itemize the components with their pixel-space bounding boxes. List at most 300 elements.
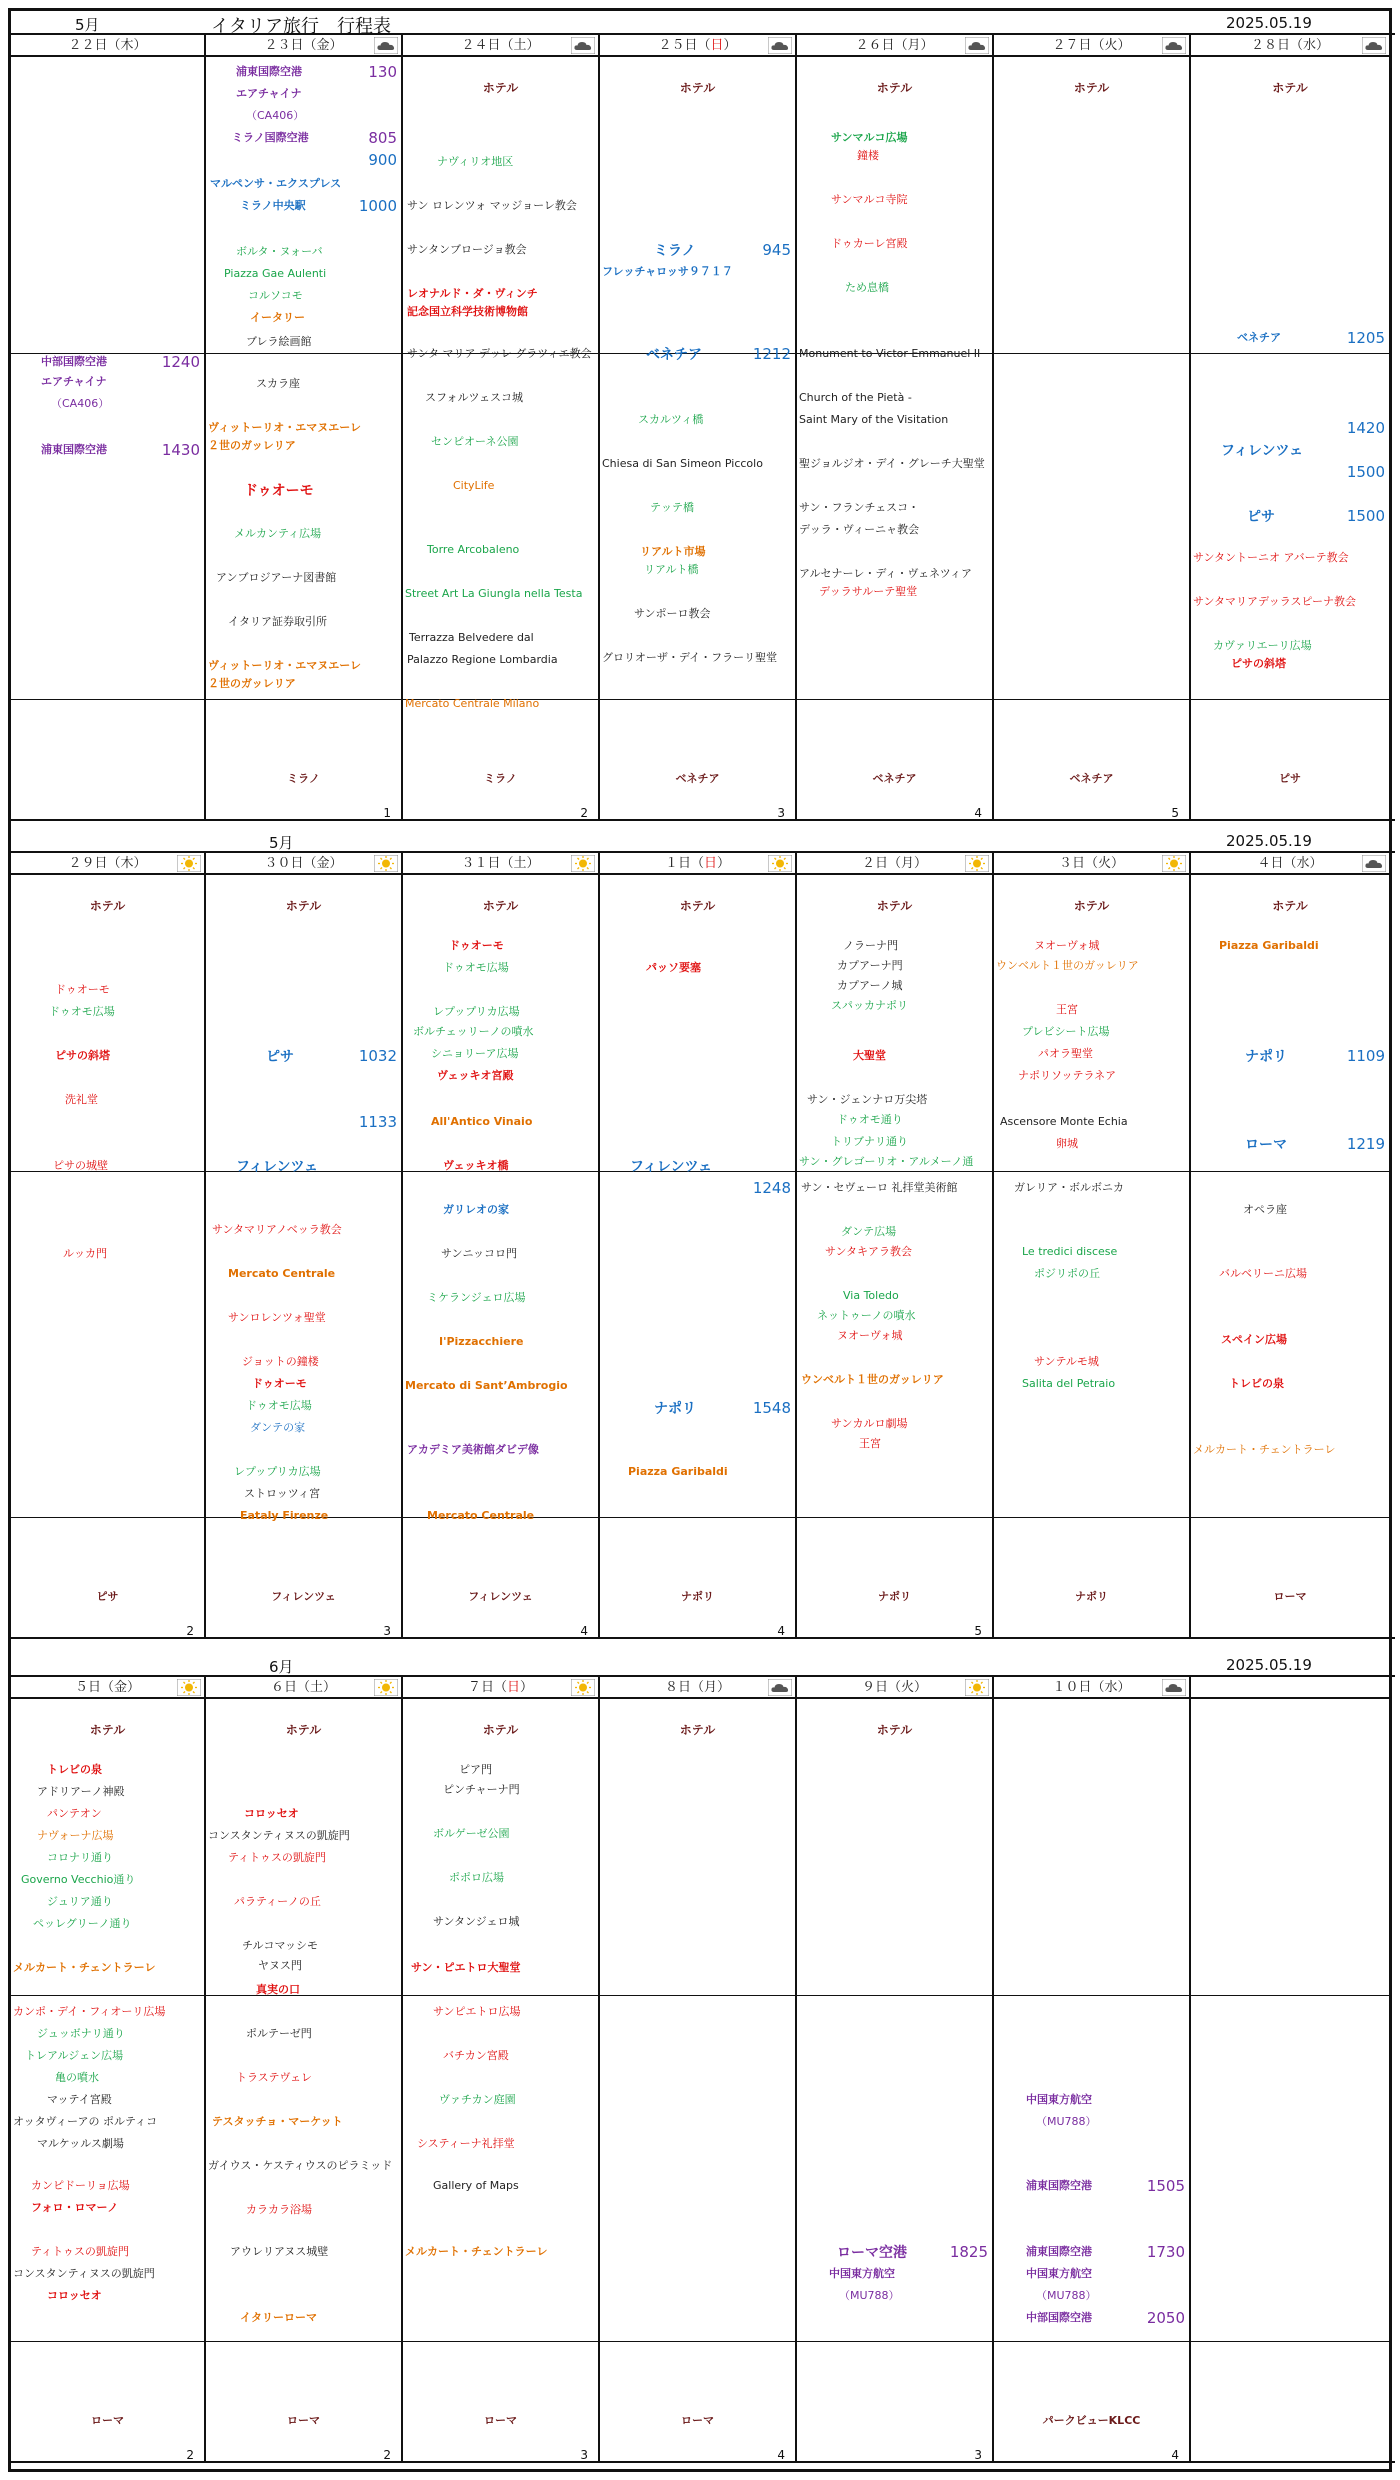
page-title: イタリア旅行 行程表	[211, 16, 391, 37]
day-header	[403, 35, 598, 57]
day-header	[206, 1677, 401, 1699]
time-value: 1032	[358, 1047, 397, 1065]
itinerary-item: ボルチェッリーノの噴水	[413, 1025, 534, 1038]
itinerary-item: デッラ・ヴィーニャ教会	[799, 523, 920, 536]
itinerary-item: サンタマリアデッラスピーナ教会	[1193, 595, 1357, 608]
itinerary-item: サンタンジェロ城	[433, 1915, 520, 1928]
week-grid	[11, 1675, 1395, 2463]
itinerary-item: シニョリーア広場	[431, 1047, 519, 1060]
row-divider	[1191, 699, 1389, 700]
itinerary-item: マッテイ宮殿	[47, 2093, 112, 2106]
date-stamp: 2025.05.19	[1226, 14, 1312, 32]
row-divider	[206, 699, 401, 700]
itinerary-item: スペイン広場	[1221, 1333, 1287, 1346]
day-label: ５日（金）	[74, 1680, 140, 1695]
day-label: ２８日（水）	[1250, 38, 1329, 53]
day-label: ４日（水）	[1257, 856, 1323, 871]
cloud-icon	[374, 37, 398, 54]
itinerary-item: （CA406）	[246, 109, 305, 122]
itinerary-item: サン・グレゴーリオ・アルメーノ通	[799, 1155, 974, 1168]
itinerary-item: ウンベルト１世のガッレリア	[996, 959, 1139, 972]
itinerary-item: （MU788）	[839, 2289, 900, 2302]
itinerary-item: ヴァチカン庭園	[439, 2093, 516, 2106]
itinerary-item: 浦東国際空港	[236, 65, 302, 78]
time-value: 1500	[1346, 463, 1385, 481]
itinerary-item: 中部国際空港	[1026, 2311, 1092, 2324]
itinerary-item: ドゥカーレ宮殿	[831, 237, 908, 250]
itinerary-item: ベネチア	[646, 347, 702, 363]
row-divider	[403, 2341, 598, 2342]
day-column	[994, 35, 1191, 819]
week-block	[11, 829, 1395, 1639]
itinerary-item: 記念国立科学技術博物館	[407, 305, 528, 318]
itinerary-item: サンテルモ城	[1034, 1355, 1099, 1368]
row-divider	[11, 2341, 204, 2342]
stay-city: ナポリ	[878, 1590, 911, 1603]
itinerary-item: レプップリカ広場	[433, 1005, 520, 1018]
itinerary-item: （MU788）	[1036, 2115, 1097, 2128]
day-header	[600, 853, 795, 875]
itinerary-item: 中国東方航空	[1026, 2093, 1092, 2106]
day-label-end: ）	[723, 38, 737, 53]
itinerary-item: （MU788）	[1036, 2289, 1097, 2302]
row-divider	[600, 2341, 795, 2342]
itinerary-item: ミラノ国際空港	[232, 131, 309, 144]
day-column	[206, 35, 403, 819]
day-header	[11, 1677, 204, 1699]
row-divider	[1191, 2341, 1389, 2342]
day-column	[600, 853, 797, 1637]
itinerary-item: アカデミア美術館ダビデ像	[407, 1443, 539, 1456]
itinerary-item: ミラノ	[654, 243, 696, 259]
stay-city: ベネチア	[1069, 772, 1114, 785]
stay-city: ピサ	[96, 1590, 119, 1603]
day-column	[11, 35, 206, 819]
day-header	[600, 35, 795, 57]
itinerary-item: ドゥオーモ	[449, 939, 504, 952]
day-label: ３日（火）	[1058, 856, 1124, 871]
stay-city: ナポリ	[1075, 1590, 1108, 1603]
hotel-label: ホテル	[482, 1723, 519, 1737]
itinerary-item: ナヴォーナ広場	[37, 1829, 114, 1842]
itinerary-item: スカルツィ橋	[638, 413, 704, 426]
itinerary-item: ヴィットーリオ・エマヌエーレ	[208, 421, 362, 434]
hotel-label: ホテル	[876, 81, 913, 95]
itinerary-item: ナヴィリオ地区	[437, 155, 514, 168]
itinerary-item: サン・ピエトロ大聖堂	[411, 1961, 521, 1974]
time-value: 2050	[1146, 2309, 1185, 2327]
stay-city: ミラノ	[287, 772, 320, 785]
day-header	[797, 853, 992, 875]
day-header	[11, 853, 204, 875]
hotel-label: ホテル	[876, 899, 913, 913]
day-column	[1191, 35, 1389, 819]
itinerary-item: バチカン宮殿	[443, 2049, 509, 2062]
itinerary-item: パラティーノの丘	[234, 1895, 321, 1908]
day-number: 1	[383, 806, 391, 820]
itinerary-item: ノラーナ門	[843, 939, 898, 952]
hotel-label: ホテル	[285, 1723, 322, 1737]
day-number: 5	[974, 1624, 982, 1638]
sun-icon	[571, 855, 595, 872]
itinerary-item: レオナルド・ダ・ヴィンチ	[407, 287, 538, 300]
itinerary-item: フレッチャロッサ９７１７	[602, 265, 733, 278]
itinerary-item: （CA406）	[51, 397, 110, 410]
row-divider	[797, 2341, 992, 2342]
row-divider	[994, 1995, 1189, 1996]
day-number: 2	[186, 2448, 194, 2462]
day-label: １日（	[664, 856, 704, 871]
cloud-icon	[1162, 37, 1186, 54]
time-value: 1240	[161, 353, 200, 371]
hotel-label: ホテル	[1073, 81, 1110, 95]
itinerary-item: オペラ座	[1243, 1203, 1287, 1216]
itinerary-item: Eataly Firenze	[240, 1509, 329, 1522]
itinerary-item: ポポロ広場	[449, 1871, 504, 1884]
hotel-label: ホテル	[482, 81, 519, 95]
itinerary-item: リアルト市場	[640, 545, 706, 558]
time-value: 1219	[1346, 1135, 1385, 1153]
itinerary-item: ポルテーゼ門	[246, 2027, 312, 2040]
itinerary-item: フィレンツェ	[236, 1159, 318, 1175]
itinerary-item: エアチャイナ	[236, 87, 302, 100]
time-value: 1133	[358, 1113, 397, 1131]
day-column	[403, 1677, 600, 2461]
itinerary-item: パッソ要塞	[646, 961, 701, 974]
itinerary-item: 大聖堂	[853, 1049, 886, 1062]
itinerary-item: ピンチャーナ門	[443, 1783, 520, 1796]
stay-city: ローマ	[287, 2414, 320, 2427]
time-value: 1205	[1346, 329, 1385, 347]
itinerary-item: ウンベルト１世のガッレリア	[801, 1373, 944, 1386]
sun-icon	[965, 855, 989, 872]
itinerary-item: Governo Vecchio通り	[21, 1873, 136, 1886]
sun-icon	[177, 855, 201, 872]
day-number: 2	[383, 2448, 391, 2462]
sun-icon	[965, 1679, 989, 1696]
itinerary-item: マルペンサ・エクスプレス	[210, 177, 342, 190]
row-divider	[797, 1517, 992, 1518]
month-label: 6月	[269, 1658, 294, 1676]
day-label: ２２日（木）	[68, 38, 147, 53]
day-label: ２６日（月）	[855, 38, 934, 53]
itinerary-item: サンマルコ広場	[831, 131, 908, 144]
date-stamp: 2025.05.19	[1226, 1656, 1312, 1674]
itinerary-item: コロナリ通り	[47, 1851, 113, 1864]
itinerary-item: 浦東国際空港	[1026, 2179, 1092, 2192]
day-label: ２９日（木）	[68, 856, 147, 871]
week-grid	[11, 851, 1395, 1639]
itinerary-item: デッラサルーテ聖堂	[819, 585, 918, 598]
day-number: 5	[1171, 806, 1179, 820]
itinerary-item: 中国東方航空	[1026, 2267, 1092, 2280]
day-number: 2	[580, 806, 588, 820]
cloud-icon	[1362, 855, 1386, 872]
itinerary-item: テスタッチョ・マーケット	[212, 2115, 343, 2128]
hotel-label: ホテル	[679, 81, 716, 95]
day-column	[11, 853, 206, 1637]
itinerary-item: Torre Arcobaleno	[427, 543, 520, 556]
itinerary-item: フィレンツェ	[630, 1159, 712, 1175]
itinerary-item: コンスタンティヌスの凱旋門	[208, 1829, 350, 1842]
time-value: 1730	[1146, 2243, 1185, 2261]
row-divider	[994, 1171, 1189, 1172]
itinerary-item: メルカート・チェントラーレ	[405, 2245, 548, 2258]
itinerary-item: Saint Mary of the Visitation	[799, 413, 949, 426]
day-column	[797, 35, 994, 819]
row-divider	[1191, 1171, 1389, 1172]
itinerary-item: カラカラ浴場	[246, 2203, 312, 2216]
itinerary-item: ドゥオーモ	[252, 1377, 307, 1390]
itinerary-item: トレビの泉	[47, 1763, 102, 1776]
itinerary-item: サン・ジェンナロ万尖塔	[807, 1093, 928, 1106]
itinerary-item: ローマ	[1245, 1137, 1287, 1153]
day-column	[600, 35, 797, 819]
week-block	[11, 11, 1395, 821]
day-number: 4	[974, 806, 982, 820]
day-header	[994, 1677, 1189, 1699]
day-header	[206, 853, 401, 875]
itinerary-item: ジュッボナリ通り	[37, 2027, 125, 2040]
day-label: ６日（土）	[270, 1680, 336, 1695]
sun-icon	[571, 1679, 595, 1696]
day-number: 4	[580, 1624, 588, 1638]
day-column	[797, 1677, 994, 2461]
itinerary-item: アルセナーレ・ディ・ヴェネツィア	[799, 567, 973, 580]
itinerary-item: ミケランジェロ広場	[427, 1291, 526, 1304]
itinerary-item: トリブナリ通り	[831, 1135, 908, 1148]
day-label-end: ）	[520, 1680, 534, 1695]
itinerary-item: パンテオン	[47, 1807, 102, 1820]
week-block	[11, 1653, 1395, 2463]
hotel-label: ホテル	[89, 1723, 126, 1737]
itinerary-item: ドゥオーモ	[55, 983, 110, 996]
time-value: 1109	[1346, 1047, 1385, 1065]
row-divider	[11, 699, 204, 700]
itinerary-item: ネットゥーノの噴水	[817, 1309, 916, 1322]
row-divider	[206, 1995, 401, 1996]
itinerary-item: パオラ聖堂	[1038, 1047, 1093, 1060]
stay-city: ローマ	[1273, 1590, 1307, 1603]
itinerary-item: Salita del Petraio	[1022, 1377, 1116, 1390]
hotel-label: ホテル	[89, 899, 126, 913]
row-divider	[797, 699, 992, 700]
day-label-end: ）	[717, 856, 731, 871]
time-value: 1248	[752, 1179, 791, 1197]
hotel-label: ホテル	[679, 1723, 716, 1737]
day-header	[11, 35, 204, 57]
itinerary-item: ベネチア	[1237, 331, 1281, 344]
itinerary-item: Street Art La Giungla nella Testa	[405, 587, 583, 600]
itinerary-item: アンブロジアーナ図書館	[216, 571, 337, 584]
day-label: ２５日（	[658, 38, 711, 53]
hotel-label: ホテル	[1272, 81, 1308, 95]
itinerary-item: イタリーローマ	[240, 2311, 317, 2324]
day-label: ３１日（土）	[461, 856, 540, 871]
itinerary-item: Gallery of Maps	[433, 2179, 519, 2192]
hotel-label: ホテル	[1272, 899, 1308, 913]
day-header	[1191, 35, 1389, 57]
day-label: １０日（水）	[1052, 1680, 1131, 1695]
itinerary-item: ジョットの鐘楼	[242, 1355, 319, 1368]
row-divider	[1191, 1517, 1389, 1518]
row-divider	[600, 1995, 795, 1996]
stay-city: フィレンツェ	[271, 1590, 336, 1603]
itinerary-item: ドゥオモ広場	[443, 961, 509, 974]
itinerary-item: ピサの斜塔	[55, 1049, 110, 1062]
row-divider	[206, 353, 401, 354]
itinerary-item: サンニッコロ門	[441, 1247, 518, 1260]
itinerary-item: ガレリア・ボルボニカ	[1014, 1181, 1124, 1194]
itinerary-sheet	[8, 8, 1392, 2472]
stay-city: パークビューKLCC	[1042, 2414, 1141, 2427]
itinerary-item: Mercato Centrale Milano	[405, 697, 540, 710]
itinerary-item: ミラノ中央駅	[240, 199, 306, 212]
itinerary-item: 中部国際空港	[41, 355, 107, 368]
time-value: 1212	[752, 345, 791, 363]
hotel-label: ホテル	[285, 899, 322, 913]
month-label: 5月	[269, 834, 294, 852]
itinerary-item: フォロ・ロマーノ	[31, 2201, 119, 2214]
day-number: 4	[1171, 2448, 1179, 2462]
itinerary-item: 卵城	[1056, 1137, 1078, 1150]
itinerary-item: ガイウス・ケスティウスのピラミッド	[208, 2159, 393, 2172]
itinerary-item: メルカンティ広場	[234, 527, 322, 540]
month-label: 5月	[75, 16, 100, 34]
itinerary-item: サンロレンツォ聖堂	[228, 1311, 326, 1324]
itinerary-item: コンスタンティヌスの凱旋門	[13, 2267, 155, 2280]
itinerary-item: ドゥオモ通り	[837, 1113, 903, 1126]
itinerary-item: トラステヴェレ	[236, 2071, 313, 2084]
time-value: 130	[368, 63, 397, 81]
stay-city: ピサ	[1279, 772, 1301, 785]
itinerary-item: CityLife	[453, 479, 495, 492]
row-divider	[797, 1995, 992, 1996]
day-column	[1191, 1677, 1389, 2461]
itinerary-item: サンカルロ劇場	[831, 1417, 908, 1430]
itinerary-item: ボルゲーゼ公園	[433, 1827, 510, 1840]
day-column	[994, 853, 1191, 1637]
itinerary-item: ドゥオモ広場	[49, 1005, 115, 1018]
itinerary-item: ルッカ門	[63, 1247, 107, 1260]
stay-city: フィレンツェ	[468, 1590, 533, 1603]
day-header	[994, 853, 1189, 875]
itinerary-item: Church of the Pietà -	[799, 391, 912, 404]
itinerary-item: レプップリカ広場	[234, 1465, 321, 1478]
itinerary-item: ヤヌス門	[258, 1959, 302, 1972]
itinerary-item: Terrazza Belvedere dal	[409, 631, 534, 644]
time-value: 1430	[161, 441, 200, 459]
row-divider	[797, 1171, 992, 1172]
itinerary-item: 王宮	[859, 1437, 881, 1450]
itinerary-item: ペッレグリーノ通り	[33, 1917, 132, 1930]
holiday-mark: 日	[710, 38, 724, 53]
itinerary-item: スパッカナポリ	[831, 999, 908, 1012]
itinerary-item: 亀の噴水	[55, 2071, 99, 2084]
sun-icon	[768, 855, 792, 872]
row-divider	[11, 1995, 204, 1996]
itinerary-item: ティトゥスの凱旋門	[228, 1851, 326, 1864]
itinerary-item: スカラ座	[256, 377, 300, 390]
itinerary-item: スフォルツェスコ城	[425, 391, 524, 404]
cloud-icon	[768, 1679, 792, 1696]
itinerary-item: サンマルコ寺院	[831, 193, 908, 206]
itinerary-item: カンポ・デイ・フィオーリ広場	[13, 2005, 166, 2018]
itinerary-item: Chiesa di San Simeon Piccolo	[602, 457, 763, 470]
day-column	[600, 1677, 797, 2461]
itinerary-item: コルソコモ	[248, 289, 303, 302]
row-divider	[11, 1517, 204, 1518]
itinerary-item: 真実の口	[256, 1983, 300, 1996]
row-divider	[600, 1517, 795, 1518]
day-label: ８日（月）	[664, 1680, 730, 1695]
day-number: 3	[580, 2448, 588, 2462]
itinerary-item: メルカート・チェントラーレ	[1193, 1443, 1336, 1456]
itinerary-item: ガリレオの家	[443, 1203, 509, 1216]
holiday-mark: 日	[506, 1680, 520, 1695]
date-stamp: 2025.05.19	[1226, 832, 1312, 850]
row-divider	[1191, 353, 1389, 354]
itinerary-item: トレビの泉	[1229, 1377, 1284, 1390]
itinerary-item: ヌオーヴォ城	[837, 1329, 903, 1342]
itinerary-item: ２世のガッレリア	[208, 439, 296, 452]
itinerary-item: ナポリ	[654, 1401, 696, 1417]
itinerary-item: Monument to Victor Emmanuel II	[799, 347, 981, 360]
day-number: 3	[383, 1624, 391, 1638]
itinerary-item: カンピドーリョ広場	[31, 2179, 130, 2192]
itinerary-item: ボルタ・ヌォーバ	[236, 245, 323, 258]
cloud-icon	[1162, 1679, 1186, 1696]
itinerary-item: Mercato di Sant’Ambrogio	[405, 1379, 568, 1392]
day-number: 2	[186, 1624, 194, 1638]
time-value: 1505	[1146, 2177, 1185, 2195]
time-value: 1548	[752, 1399, 791, 1417]
itinerary-item: バルベリーニ広場	[1219, 1267, 1307, 1280]
day-header	[1191, 1677, 1389, 1699]
day-header	[403, 853, 598, 875]
itinerary-item: メルカート・チェントラーレ	[13, 1961, 156, 1974]
itinerary-item: 中国東方航空	[829, 2267, 895, 2280]
cloud-icon	[571, 37, 595, 54]
itinerary-item: カプアーノ城	[837, 979, 903, 992]
day-label: ２日（月）	[861, 856, 927, 871]
day-column	[206, 1677, 403, 2461]
itinerary-item: リアルト橋	[644, 563, 699, 576]
itinerary-item: カヴァリエーリ広場	[1213, 639, 1312, 652]
day-label: ３０日（金）	[264, 856, 343, 871]
hotel-label: ホテル	[1073, 899, 1110, 913]
itinerary-item: サンタントーニオ アバーテ教会	[1193, 551, 1349, 564]
itinerary-item: サンタマリアノベッラ教会	[212, 1223, 342, 1236]
day-column	[403, 853, 600, 1637]
time-value: 1000	[358, 197, 397, 215]
day-header	[797, 35, 992, 57]
day-number: 4	[777, 2448, 785, 2462]
itinerary-item: イタリア証券取引所	[228, 615, 327, 628]
row-divider	[403, 1995, 598, 1996]
itinerary-item: エアチャイナ	[41, 375, 107, 388]
itinerary-item: Piazza Gae Aulenti	[224, 267, 327, 280]
itinerary-item: オッタヴィーアの ポルティコ	[13, 2115, 158, 2128]
itinerary-item: Mercato Centrale	[228, 1267, 336, 1280]
day-label: ２７日（火）	[1052, 38, 1131, 53]
itinerary-item: ナポリソッテラネア	[1018, 1069, 1117, 1082]
itinerary-item: All'Antico Vinaio	[431, 1115, 533, 1128]
hotel-label: ホテル	[679, 899, 716, 913]
row-divider	[994, 699, 1189, 700]
day-label: ２４日（土）	[461, 38, 540, 53]
hotel-label: ホテル	[876, 1723, 913, 1737]
